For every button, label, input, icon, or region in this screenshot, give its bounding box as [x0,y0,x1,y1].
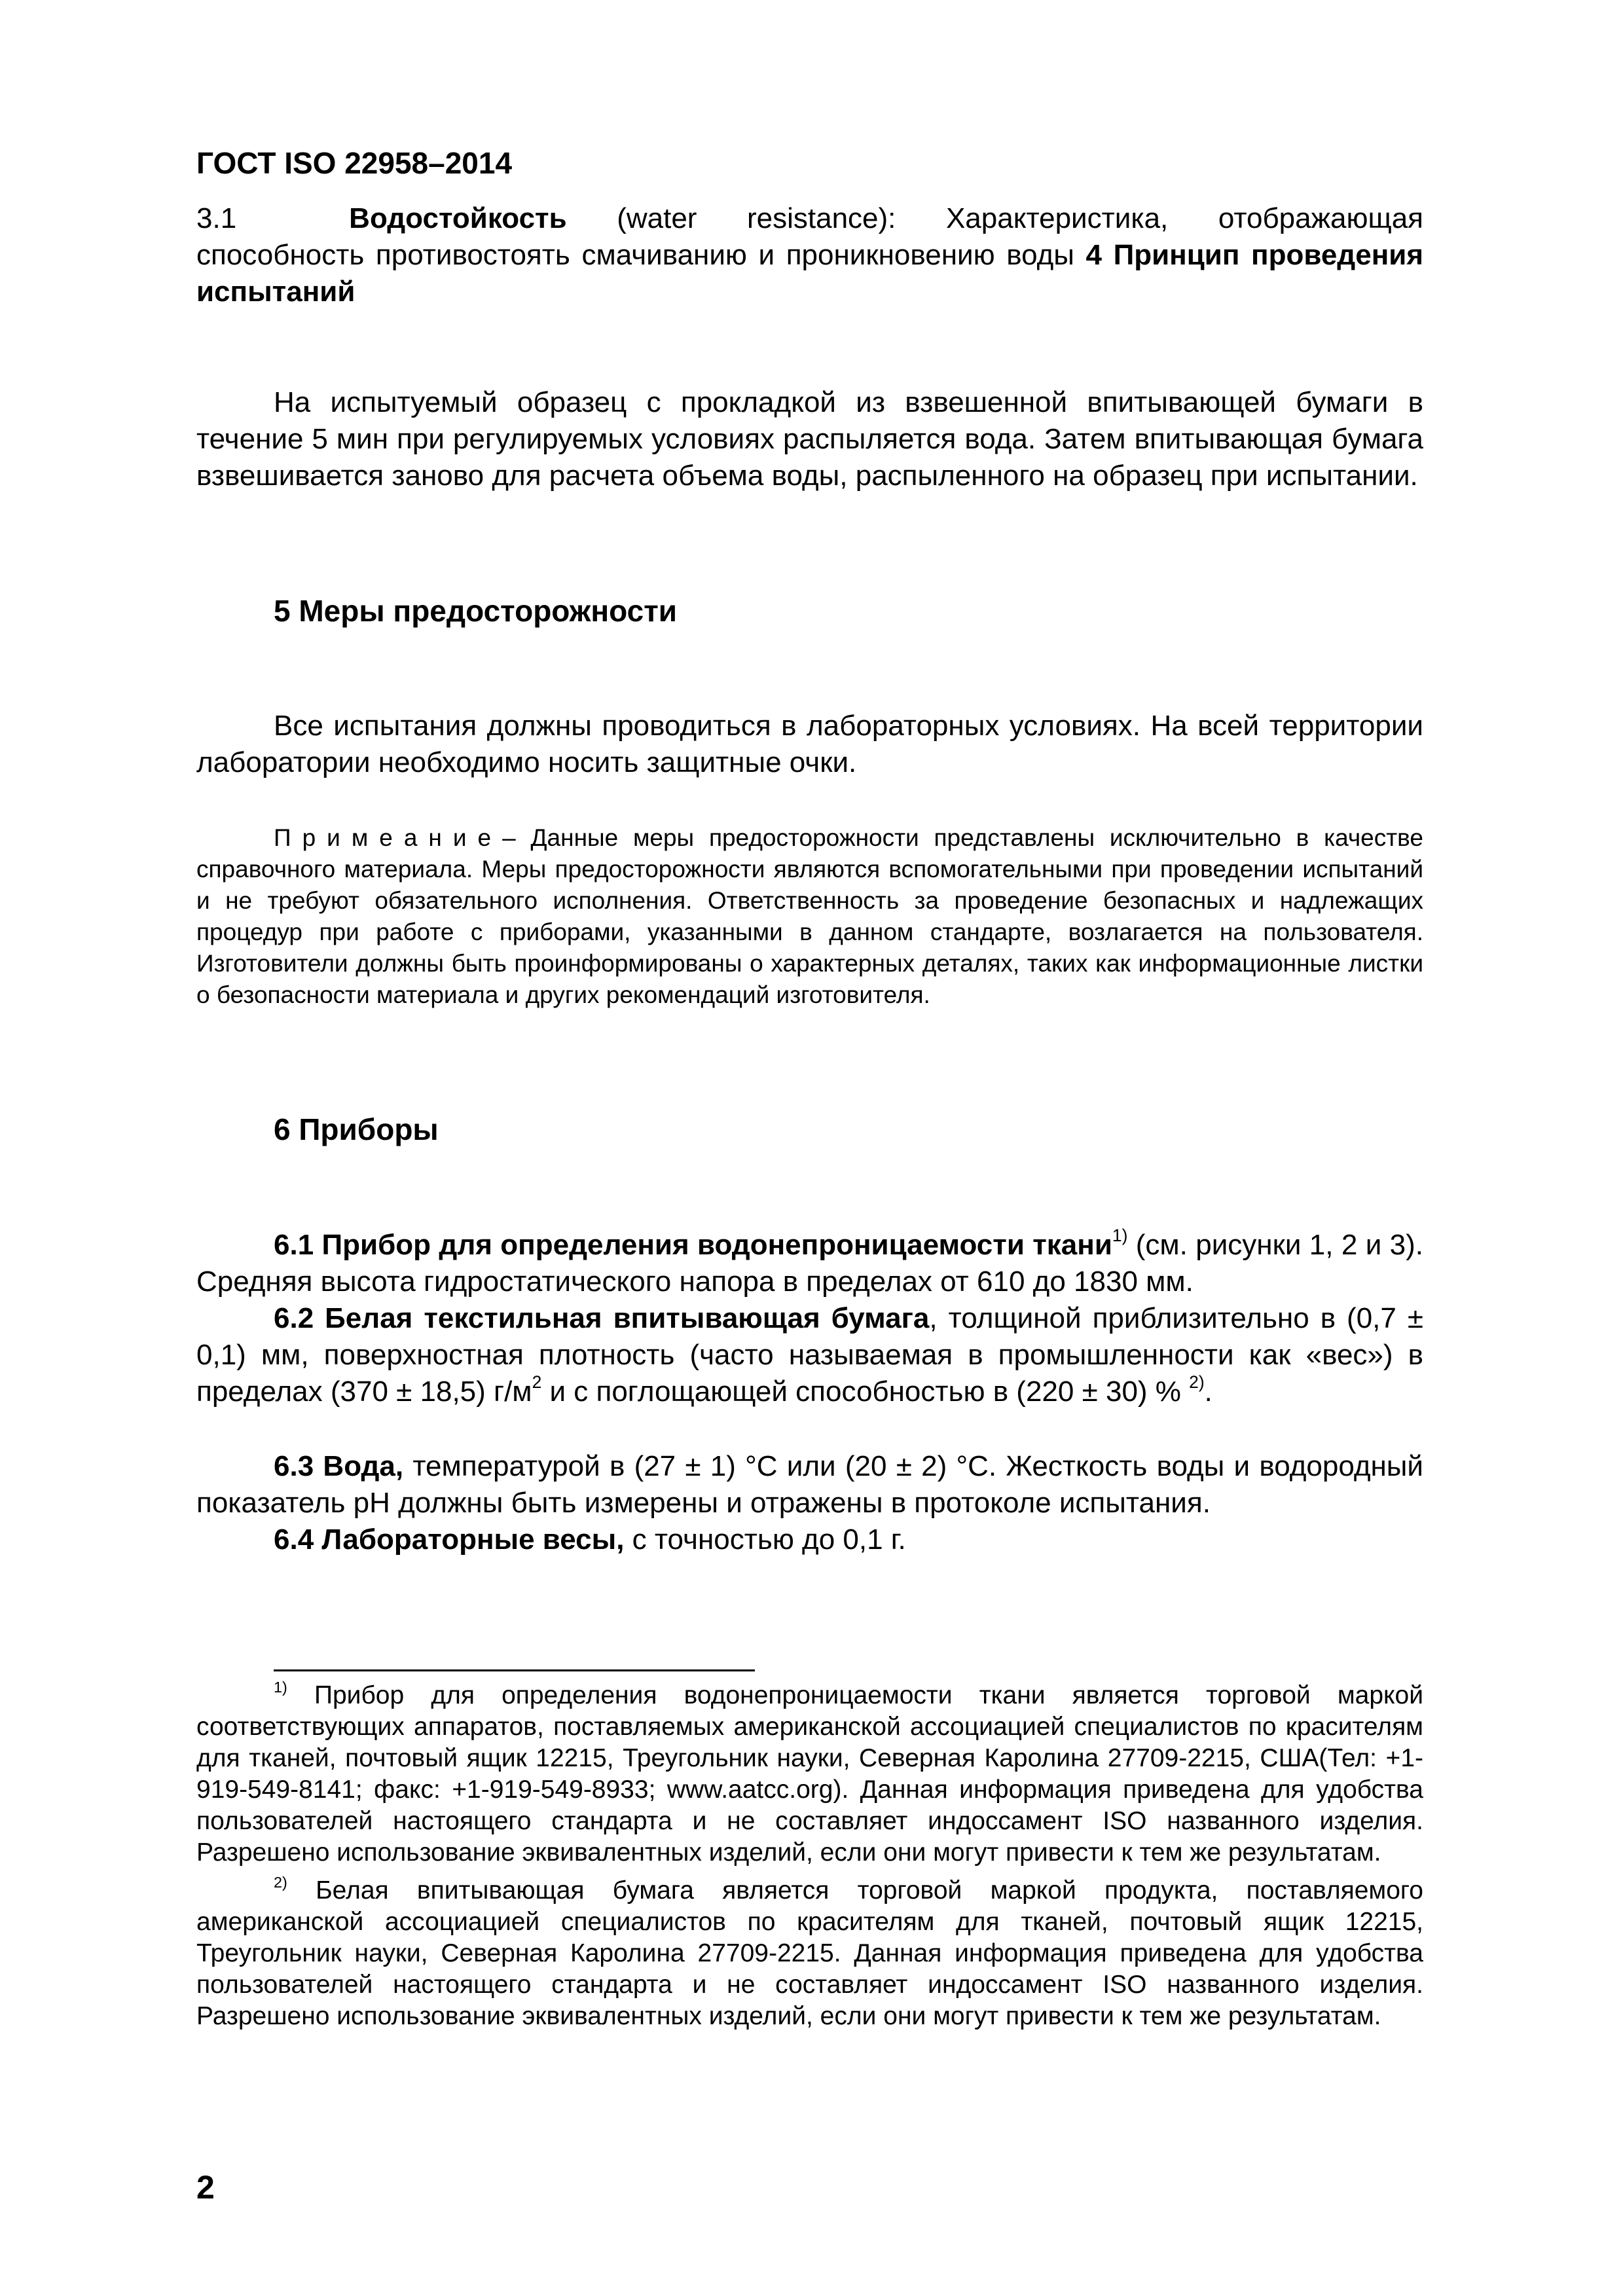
footnote-ref-2: 2) [1189,1372,1205,1393]
note-text: – Данные меры предосторожности представлены исключительно в качестве справочного материала. Меры предосторожности являются вспомогательными при проведении испытаний и не требуют обязательного исполнения. Ответственность за проведение безопасных и надлежащих процедур при работе с приборами, указанными в данном стандарте, возлагается на пользователя. Изготовители должны быть проинформированы о характерных деталях, таких как информационные листки о безопасности материала и других рекомендаций изготовителя. [196,824,1423,1008]
item-6-3-title: 6.3 Вода, [274,1450,404,1482]
definition-number: 3.1 [196,202,237,234]
footnote-2 [196,1875,1423,2032]
item-6-2-text: , толщиной приблизительно в (0,7 ± 0,1) мм, поверхностная плотность (часто называемая в промышленности как «вес») в пределах (370 ± 18,5) г/м [196,1302,1423,1408]
unit-superscript: 2 [532,1372,542,1393]
definition-3-1 [196,200,1423,310]
note-label: Примеание [274,824,503,851]
footnote-1 [196,1680,1423,1868]
footnote-2-text: Белая впитывающая бумага является торговой маркой продукта, поставляемого американской ассоциацией специалистов по красителям для тканей, почтовый ящик 12215, Треугольник науки, Северная Каролина 27709-2215. Данная информация приведена для удобства пользователей настоящего стандарта и не составляет индоссамент ISO названного изделия. Разрешено использование эквивалентных изделий, если они могут привести к тем же результатам. [196,1876,1423,2030]
footnote-1-mark: 1) [274,1678,287,1696]
section-4-heading: 4 Принцип проведения испытаний [196,239,1423,308]
item-6-3-text: температурой в (27 ± 1) °С или (20 ± 2) °С. Жесткость воды и водородный показатель pH должны быть измерены и отражены в протоколе испытания. [196,1450,1424,1519]
section-5-body: Все испытания должны проводиться в лабораторных условиях. На всей территории лаборатории необходимо носить защитные очки. [196,710,1423,778]
item-6-4-title: 6.4 Лабораторные весы, [274,1523,625,1556]
definition-term: Водостойкость [349,202,567,234]
page-number: 2 [196,2169,215,2206]
footnote-2-mark: 2) [274,1873,287,1891]
definition-text: Характеристика, отображающая способность противостоять смачиванию и проникновению воды [196,202,1423,271]
item-6-4-text: с точностью до 0,1 г. [624,1523,906,1556]
footnote-ref-1: 1) [1112,1226,1128,1246]
item-6-4 [196,1522,1423,1558]
footnote-1-text: Прибор для определения водонепроницаемости ткани является торговой маркой соответствующих аппаратов, поставляемых американской ассоциацией специалистов по красителям для тканей, почтовый ящик 12215, Треугольник науки, Северная Каролина 27709-2215, США(Тел: +1-919-549-8141; факс: +1-919-549-8933; www.aatcc.org). Данная информация приведена для удобства пользователей настоящего стандарта и не составляет индоссамент ISO названного изделия. Разрешено использование эквивалентных изделий, если они могут привести к тем же результатам. [196,1681,1423,1867]
item-6-2-title: 6.2 Белая текстильная впитывающая бумага [274,1302,930,1334]
section-4-body: На испытуемый образец с прокладкой из взвешенной впитывающей бумаги в течение 5 мин при регулируемых условиях распыляется вода. Затем впитывающая бумага взвешивается заново для расчета объема воды, распыленного на образец при испытании. [196,386,1423,492]
item-6-2 [196,1300,1423,1410]
footnotes [196,1680,1423,2032]
section-5-note [196,822,1423,1011]
document-header: ГОСТ ISO 22958–2014 [196,146,513,180]
item-6-2-end: . [1204,1376,1213,1408]
section-5-heading: 5 Меры предосторожности [274,594,678,628]
item-6-1-title: 6.1 Прибор для определения водонепроницаемости ткани [274,1229,1112,1261]
footnote-divider [274,1669,755,1671]
section-6-heading: 6 Приборы [274,1112,439,1146]
item-6-2-text-2: и с поглощающей способностью в (220 ± 30) % [541,1376,1190,1408]
definition-term-en: (water resistance): [617,202,896,234]
item-6-1 [196,1227,1423,1300]
item-6-1-text: (см. рисунки 1, 2 и 3). Средняя высота гидростатического напора в пределах от 610 до 1830 мм. [196,1229,1423,1298]
item-6-3 [196,1448,1423,1522]
section-6-items [196,1227,1423,1558]
